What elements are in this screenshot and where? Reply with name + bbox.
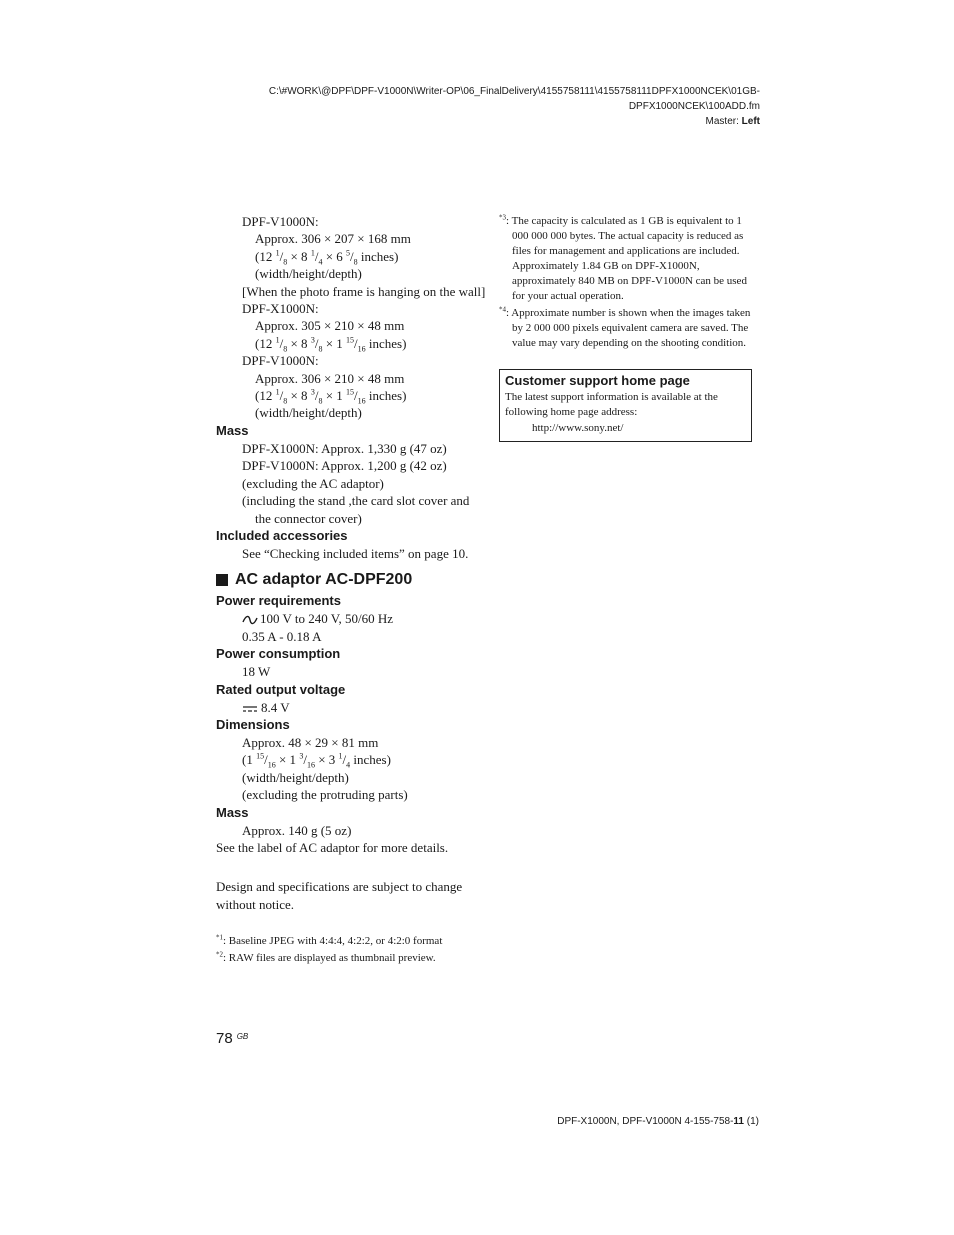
mass-excluding: (excluding the AC adaptor) xyxy=(242,475,384,491)
mass-heading: Mass xyxy=(216,422,249,438)
footnote-4: $^{*4}$: Approximate number is shown when the images taken by 2 000 000 pixels equivalent camera are saved. The value may vary depending on the shooting condition. xyxy=(499,305,751,349)
design-notice: Design and specifications are subject to change without notice. xyxy=(216,879,463,912)
file-path-line-1: C:\#WORK\@DPF\DPF-V1000N\Writer-OP\06_FinalDelivery\4155758111\4155758111DPFX1000NCEK\01GB- xyxy=(268,86,760,97)
file-path-line-2: DPFX1000NCEK\100ADD.fm xyxy=(628,101,760,112)
power-requirements-current: 0.35 A - 0.18 A xyxy=(242,628,322,644)
left-column xyxy=(216,213,486,967)
dim2-model: DPF-X1000N: xyxy=(242,301,319,317)
customer-support-title: Customer support home page xyxy=(505,373,690,388)
ac-mass-value: Approx. 140 g (5 oz) xyxy=(242,822,352,838)
hanging-note: [When the photo frame is hanging on the wall] xyxy=(242,283,486,299)
dim2-mm: Approx. 305 × 210 × 48 mm xyxy=(255,318,405,334)
dim3-inches: (12 $^1/_8 \times 8$ $^3/_8 \times 1$ $^{15}/_{16}$ inches) xyxy=(255,387,407,406)
power-consumption-heading: Power consumption xyxy=(216,646,341,662)
footnote-3: $^{*3}$: The capacity is calculated as 1 GB is equivalent to 1 000 000 000 bytes. The actual capacity is reduced as files for management and applications are included. Approximately 1.84 GB on DPF-X1000N, approximately 840 MB on DPF-V1000N can be used for your actual operation. xyxy=(499,213,747,302)
footnote-1: $^{*1}$: Baseline JPEG with 4:4:4, 4:2:2, or 4:2:0 format xyxy=(216,933,443,948)
power-consumption-value: 18 W xyxy=(242,664,271,680)
page-region-code: GB xyxy=(236,1032,249,1041)
ac-dimensions-note-2: (excluding the protruding parts) xyxy=(242,787,408,803)
accessories-text: See “Checking included items” on page 10. xyxy=(242,545,469,561)
ac-label-note: See the label of AC adaptor for more details. xyxy=(216,839,449,855)
master-value: Left xyxy=(741,116,760,127)
dim3-mm: Approx. 306 × 210 × 48 mm xyxy=(255,370,405,386)
dim2-inches: (12 $^1/_8 \times 8$ $^3/_8 \times 1$ $^{15}/_{16}$ inches) xyxy=(255,335,407,354)
ac-dimensions-heading: Dimensions xyxy=(216,716,290,732)
master-label: Master: xyxy=(705,116,742,127)
document-code-footer: DPF-X1000N, DPF-V1000N 4-155-758-11 (1) xyxy=(557,1116,759,1127)
customer-support-url[interactable]: http://www.sony.net/ xyxy=(532,422,624,434)
ac-mass-heading: Mass xyxy=(216,804,249,820)
rated-output-heading: Rated output voltage xyxy=(216,681,346,697)
accessories-heading: Included accessories xyxy=(216,527,348,543)
dim3-note: (width/height/depth) xyxy=(255,405,362,421)
mass-x1000n: DPF-X1000N: Approx. 1,330 g (47 oz) xyxy=(242,440,447,456)
dim3-model: DPF-V1000N: xyxy=(242,353,319,369)
ac-dimensions-inches: (1 $^{15}/_{16} \times 1$ $^3/_{16} \times 3$ $^1/_4$ inches) xyxy=(242,752,391,770)
dim1-model: DPF-V1000N: xyxy=(242,214,319,229)
direct-current-icon xyxy=(242,704,258,714)
left-footnotes xyxy=(216,933,486,967)
black-square-icon xyxy=(216,574,228,586)
ac-dimensions-mm: Approx. 48 × 29 × 81 mm xyxy=(242,734,379,750)
page-number-value: 78 xyxy=(216,1030,233,1047)
dim1-mm: Approx. 306 × 207 × 168 mm xyxy=(255,231,411,247)
master-line xyxy=(269,114,760,129)
alternating-current-icon xyxy=(242,615,258,625)
dim1-inches: (12 $^1/_8 \times 8$ $^1/_4 \times 6$ $^5/_8$ inches) xyxy=(255,248,399,267)
ac-dimensions-note-1: (width/height/depth) xyxy=(242,769,349,785)
file-path-header xyxy=(269,84,760,129)
mass-including: (including the stand ,the card slot cover and the connector cover) xyxy=(242,493,470,526)
customer-support-text: The latest support information is available at the following home page address: xyxy=(505,391,718,418)
customer-support-box xyxy=(499,369,752,442)
revision-bold: 11 xyxy=(733,1116,744,1127)
power-requirements-heading: Power requirements xyxy=(216,593,341,609)
power-requirements-voltage: 100 V to 240 V, 50/60 Hz xyxy=(216,610,486,627)
rated-output-value: 8.4 V xyxy=(216,699,486,716)
footnote-2: $^{*2}$: RAW files are displayed as thumbnail preview. xyxy=(216,950,436,965)
ac-adaptor-title: AC adaptor AC-DPF200 xyxy=(235,571,413,589)
page-number xyxy=(216,1030,248,1047)
ac-adaptor-section-heading xyxy=(216,570,486,590)
dim1-note: (width/height/depth) xyxy=(255,266,362,282)
mass-v1000n: DPF-V1000N: Approx. 1,200 g (42 oz) xyxy=(242,458,447,474)
right-column xyxy=(499,214,754,442)
